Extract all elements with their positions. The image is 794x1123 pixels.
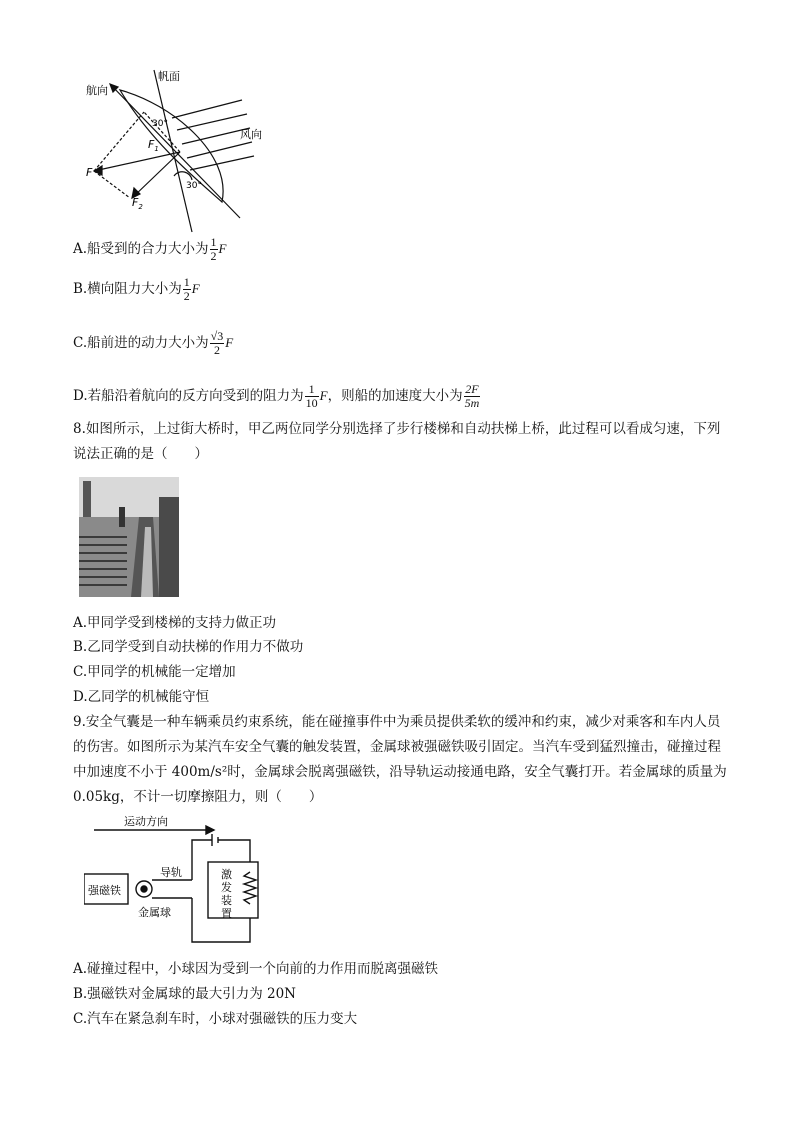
device-label-2: 发 xyxy=(221,881,232,894)
rail-label: 导轨 xyxy=(160,866,182,879)
direction-label: 运动方向 xyxy=(124,815,168,828)
f1-label: $F_1$ xyxy=(148,138,159,153)
angle-top-label: 30° xyxy=(152,119,168,129)
q8-option-d: D.乙同学的机械能守恒 xyxy=(73,689,210,705)
wind-label: 风向 xyxy=(240,128,262,141)
f2-label: $F_2$ xyxy=(132,196,143,211)
q7-option-c: C.船前进的动力大小为 $\frac{√3}{2}$ F xyxy=(73,329,234,357)
ball-label: 金属球 xyxy=(138,906,171,919)
q7-option-b: B.横向阻力大小为 $\frac{1}{2}$ F xyxy=(73,275,200,303)
force-f2 xyxy=(94,171,130,198)
sail-line xyxy=(154,70,192,232)
q8-option-b: B.乙同学受到自动扶梯的作用力不做功 xyxy=(73,639,304,655)
device-label-4: 置 xyxy=(221,907,232,920)
q9-option-b: B.强磁铁对金属球的最大引力为 20N xyxy=(73,986,296,1002)
q9-stem: 9.安全气囊是一种车辆乘员约束系统，能在碰撞事件中为乘员提供柔软的缓冲和约束，减少对乘客和车内人员的伤害。如图所示为某汽车安全气囊的触发装置，金属球被强磁铁吸引固定。当汽车受到猛烈撞击，碰撞过程中加速度不小于 400m/s²时，金属球会脱离强磁铁，沿导轨运动接通电路，安全气囊打开。若金属球的质量为 0.05kg，不计一切摩擦阻力，则（ ） xyxy=(73,714,727,805)
heading-label: 航向 xyxy=(86,84,108,97)
device-label-1: 激 xyxy=(221,868,232,881)
q8-stem: 8.如图所示，上过街大桥时，甲乙两位同学分别选择了步行楼梯和自动扶梯上桥，此过程可以看成匀速，下列说法正确的是（ ） xyxy=(73,421,721,462)
q8-option-c: C.甲同学的机械能一定增加 xyxy=(73,664,236,680)
q9-option-c: C.汽车在紧急刹车时，小球对强磁铁的压力变大 xyxy=(73,1011,358,1027)
q7-option-a: A.船受到的合力大小为 $\frac{1}{2}$ F xyxy=(73,235,227,263)
device-label-3: 装 xyxy=(221,894,232,907)
sail-force-diagram xyxy=(82,64,282,234)
stairs-escalator-photo xyxy=(79,477,179,597)
q8-option-a: A.甲同学受到楼梯的支持力做正功 xyxy=(73,615,277,631)
airbag-trigger-diagram xyxy=(84,814,264,950)
angle-bottom-label: 30° xyxy=(186,181,202,191)
q9-option-a: A.碰撞过程中，小球因为受到一个向前的力作用而脱离强磁铁 xyxy=(73,961,439,977)
f-label: F xyxy=(86,166,93,179)
magnet-label: 强磁铁 xyxy=(88,884,121,897)
sail-label: 帆面 xyxy=(158,70,180,83)
q7-option-d: D.若船沿着航向的反方向受到的阻力为 $\frac{1}{10}$ F，则船的加速度大小为 $\frac{2F}{5m}$ xyxy=(73,382,480,410)
